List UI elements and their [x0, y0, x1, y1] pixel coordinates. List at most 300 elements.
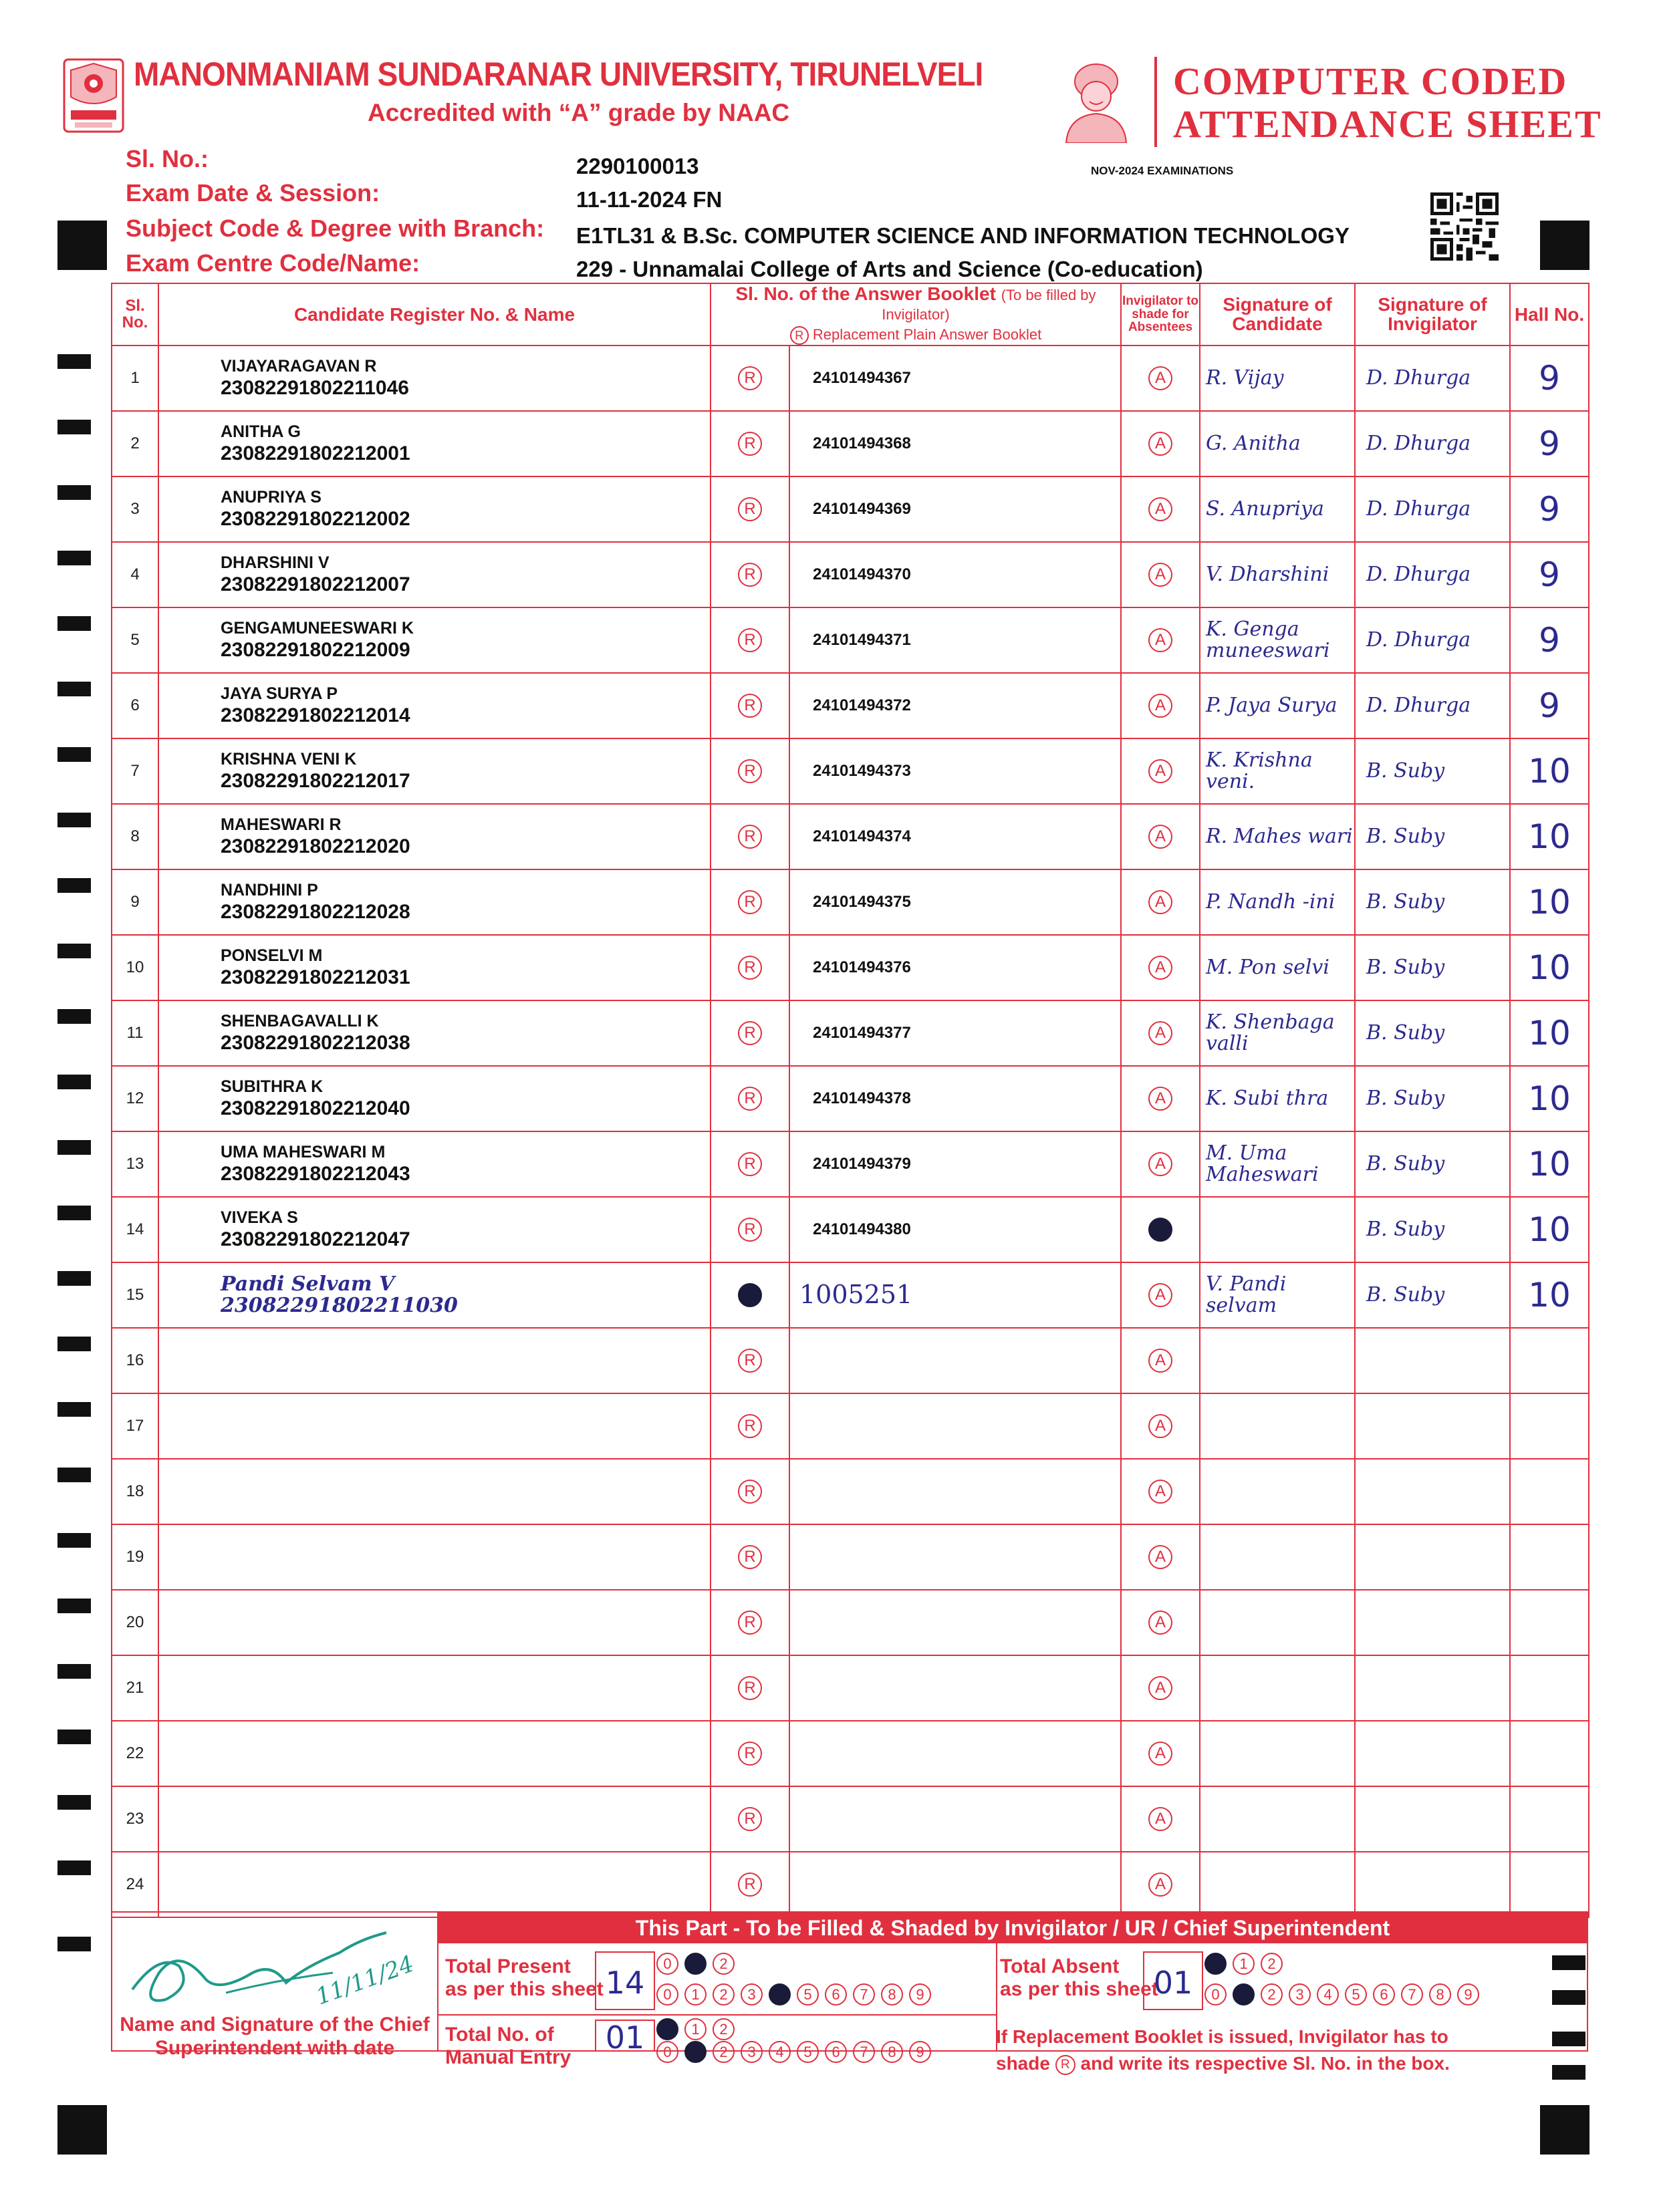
absent-circle[interactable]: A [1148, 1021, 1172, 1045]
replacement-circle[interactable]: R [738, 1742, 762, 1766]
invigilator-signature: B. Suby [1355, 1131, 1510, 1197]
candidate-cell [158, 1590, 711, 1655]
candidate-name: ANITHA G [221, 422, 301, 441]
row-sl-no: 8 [112, 804, 158, 869]
digit-bubble[interactable]: 0 [1204, 1953, 1227, 1975]
table-row [112, 411, 1589, 476]
replacement-circle-cell[interactable] [711, 345, 789, 411]
replacement-circle[interactable]: R [738, 366, 762, 390]
candidate-name: ANUPRIYA S [221, 487, 322, 507]
replacement-circle[interactable]: R [738, 432, 762, 456]
replacement-circle-cell[interactable] [711, 1524, 789, 1590]
total-absent-box[interactable]: 01 [1143, 1951, 1203, 2010]
timing-mark [57, 485, 91, 500]
absent-circle-cell[interactable] [1121, 1524, 1200, 1590]
booklet-number[interactable] [789, 1655, 1121, 1721]
booklet-number[interactable]: 24101494375 [789, 869, 1121, 935]
accreditation-text: Accredited with “A” grade by NAAC [368, 99, 790, 126]
absent-circle-cell[interactable] [1121, 1066, 1200, 1131]
replacement-circle[interactable]: R [738, 1807, 762, 1831]
booklet-number[interactable]: 24101494370 [789, 542, 1121, 607]
row-sl-no: 19 [112, 1524, 158, 1590]
absent-circle[interactable]: A [1148, 825, 1172, 849]
manual-entry-box[interactable]: 01 [595, 2020, 655, 2052]
replacement-note-shade: shade [996, 2053, 1050, 2074]
total-present-units [656, 1983, 937, 2006]
candidate-signature: R. Mahes wari [1200, 804, 1355, 869]
replacement-circle[interactable]: R [738, 563, 762, 587]
replacement-circle-cell[interactable] [711, 607, 789, 673]
absent-circle-cell[interactable] [1121, 1328, 1200, 1393]
hall-number: 10 [1510, 1000, 1589, 1066]
booklet-number[interactable]: 24101494371 [789, 607, 1121, 673]
replacement-circle[interactable]: R [738, 956, 762, 980]
total-present-label-2: as per this sheet [445, 1978, 604, 2000]
absent-circle-cell[interactable] [1121, 869, 1200, 935]
invigilator-signature: B. Suby [1355, 738, 1510, 804]
row-sl-no: 18 [112, 1459, 158, 1524]
hall-number: 9 [1510, 673, 1589, 738]
absent-circle-cell[interactable] [1121, 1393, 1200, 1459]
absent-circle-cell[interactable] [1121, 1131, 1200, 1197]
invigilator-signature [1355, 1786, 1510, 1852]
replacement-circle-cell[interactable] [711, 1721, 789, 1786]
table-row [112, 1066, 1589, 1131]
digit-bubble[interactable]: 9 [909, 1983, 931, 2006]
hall-number: 10 [1510, 1066, 1589, 1131]
invigilator-signature [1355, 1328, 1510, 1393]
candidate-cell [158, 1524, 711, 1590]
digit-bubble[interactable]: 5 [1345, 1983, 1367, 2006]
booklet-number[interactable]: 24101494373 [789, 738, 1121, 804]
sheet-title-line1: COMPUTER CODED [1173, 59, 1568, 103]
digit-bubble[interactable]: 2 [713, 2041, 735, 2063]
hall-number: 10 [1510, 869, 1589, 935]
hall-number: 10 [1510, 1197, 1589, 1262]
digit-bubble[interactable]: 0 [656, 1953, 678, 1975]
corner-mark [1540, 221, 1589, 270]
digit-bubble[interactable]: 0 [656, 1983, 678, 2006]
total-present-label [445, 1955, 604, 2001]
absent-circle-cell[interactable] [1121, 935, 1200, 1000]
hall-number [1510, 1786, 1589, 1852]
candidate-cell [158, 476, 711, 542]
absent-circle[interactable]: A [1148, 1218, 1172, 1242]
replacement-circle-cell[interactable] [711, 738, 789, 804]
digit-bubble[interactable]: 8 [881, 2041, 903, 2063]
booklet-number[interactable] [789, 1590, 1121, 1655]
absent-circle-cell[interactable] [1121, 738, 1200, 804]
timing-mark [57, 1402, 91, 1417]
replacement-circle[interactable]: R [738, 825, 762, 849]
candidate-signature: K. Genga muneeswari [1200, 607, 1355, 673]
candidate-cell [158, 1786, 711, 1852]
digit-bubble[interactable]: 6 [825, 2041, 847, 2063]
digit-bubble[interactable]: 0 [1204, 1983, 1227, 2006]
absent-circle-cell[interactable] [1121, 1000, 1200, 1066]
replacement-circle[interactable]: R [738, 628, 762, 652]
digit-bubble[interactable]: 2 [1261, 1983, 1283, 2006]
total-present-label-1: Total Present [445, 1955, 571, 1977]
absent-circle[interactable]: A [1148, 1414, 1172, 1438]
absent-circle-cell[interactable] [1121, 411, 1200, 476]
table-row [112, 1721, 1589, 1786]
absent-circle-cell[interactable] [1121, 1655, 1200, 1721]
replacement-circle-cell[interactable] [711, 1197, 789, 1262]
sheet-title [1173, 60, 1602, 146]
booklet-number[interactable]: 24101494367 [789, 345, 1121, 411]
digit-bubble[interactable]: 0 [656, 2041, 678, 2063]
hall-number: 9 [1510, 411, 1589, 476]
r-circle-icon: R [1055, 2055, 1075, 2075]
replacement-circle[interactable]: R [738, 759, 762, 783]
table-row [112, 1459, 1589, 1524]
absent-circle-cell[interactable] [1121, 607, 1200, 673]
table-row [112, 1328, 1589, 1393]
absent-circle[interactable]: A [1148, 497, 1172, 521]
candidate-cell [158, 1066, 711, 1131]
digit-bubble[interactable]: 4 [769, 1983, 791, 2006]
replacement-circle[interactable]: R [738, 1480, 762, 1504]
candidate-name: VIVEKA S [221, 1208, 298, 1227]
invigilator-signature: B. Suby [1355, 1197, 1510, 1262]
r-circle-icon: R [790, 326, 809, 345]
replacement-circle[interactable]: R [738, 890, 762, 914]
replacement-circle-cell[interactable] [711, 869, 789, 935]
digit-bubble[interactable]: 1 [684, 2041, 707, 2063]
absent-circle[interactable]: A [1148, 563, 1172, 587]
replacement-circle[interactable]: R [738, 1021, 762, 1045]
digit-bubble[interactable]: 7 [853, 1983, 875, 2006]
candidate-signature [1200, 1197, 1355, 1262]
absent-circle-cell[interactable] [1121, 1852, 1200, 1917]
booklet-header-sub: Replacement Plain Answer Booklet [812, 325, 1042, 343]
total-absent-units [1204, 1983, 1485, 2006]
absent-circle[interactable]: A [1148, 1087, 1172, 1111]
timing-mark [57, 1075, 91, 1089]
row-sl-no: 3 [112, 476, 158, 542]
booklet-number[interactable] [789, 1524, 1121, 1590]
university-logo [61, 57, 126, 134]
candidate-cell [158, 738, 711, 804]
booklet-number[interactable]: 24101494369 [789, 476, 1121, 542]
replacement-circle-cell[interactable] [711, 1393, 789, 1459]
timing-mark [57, 747, 91, 762]
sl-no-value: 2290100013 [576, 154, 699, 178]
invigilator-signature: B. Suby [1355, 869, 1510, 935]
row-sl-no: 20 [112, 1590, 158, 1655]
digit-bubble[interactable]: 3 [1289, 1983, 1311, 2006]
replacement-circle-cell[interactable] [711, 1786, 789, 1852]
booklet-number[interactable]: 24101494368 [789, 411, 1121, 476]
row-sl-no: 24 [112, 1852, 158, 1917]
table-row [112, 1655, 1589, 1721]
total-absent-label-1: Total Absent [1000, 1955, 1120, 1977]
replacement-circle[interactable]: R [738, 1087, 762, 1111]
digit-bubble[interactable]: 4 [769, 2041, 791, 2063]
row-sl-no: 16 [112, 1328, 158, 1393]
booklet-number[interactable] [789, 1721, 1121, 1786]
digit-bubble[interactable]: 5 [797, 1983, 819, 2006]
candidate-signature: P. Nandh -ini [1200, 869, 1355, 935]
replacement-circle[interactable]: R [738, 1414, 762, 1438]
digit-bubble[interactable]: 9 [909, 2041, 931, 2063]
hall-number: 10 [1510, 935, 1589, 1000]
replacement-circle[interactable]: R [738, 1873, 762, 1897]
founder-portrait [1056, 55, 1136, 143]
sl-no-label: Sl. No.: [126, 145, 209, 172]
register-number: 23082291802212002 [221, 507, 410, 530]
absent-circle[interactable]: A [1148, 1545, 1172, 1569]
timing-mark [57, 1730, 91, 1744]
candidate-name: NANDHINI P [221, 880, 318, 900]
exam-date-label: Exam Date & Session: [126, 179, 380, 206]
row-sl-no: 14 [112, 1197, 158, 1262]
absent-circle-cell[interactable] [1121, 1459, 1200, 1524]
absent-circle-cell[interactable] [1121, 804, 1200, 869]
booklet-number[interactable]: 24101494379 [789, 1131, 1121, 1197]
absent-circle[interactable]: A [1148, 1873, 1172, 1897]
timing-mark [57, 1009, 91, 1024]
candidate-cell [158, 673, 711, 738]
centre-label: Exam Centre Code/Name: [126, 249, 420, 277]
absent-circle[interactable]: A [1148, 694, 1172, 718]
candidate-cell [158, 345, 711, 411]
digit-bubble[interactable]: 2 [713, 1953, 735, 1975]
manual-entry-label [445, 2024, 571, 2069]
replacement-circle-cell[interactable] [711, 1066, 789, 1131]
replacement-circle[interactable]: R [738, 1349, 762, 1373]
digit-bubble[interactable]: 3 [741, 2041, 763, 2063]
register-number: 23082291802212028 [221, 900, 410, 923]
replacement-circle[interactable]: R [738, 1676, 762, 1700]
replacement-circle[interactable]: R [738, 1283, 762, 1307]
booklet-number[interactable]: 1005251 [789, 1262, 1121, 1328]
table-row [112, 1000, 1589, 1066]
digit-bubble[interactable]: 1 [684, 1953, 707, 1975]
booklet-number[interactable]: 24101494377 [789, 1000, 1121, 1066]
candidate-cell [158, 935, 711, 1000]
row-sl-no: 10 [112, 935, 158, 1000]
absent-circle[interactable]: A [1148, 890, 1172, 914]
absent-circle[interactable]: A [1148, 1283, 1172, 1307]
booklet-number[interactable] [789, 1786, 1121, 1852]
total-present-tens [656, 1953, 741, 1975]
candidate-cell [158, 1459, 711, 1524]
absent-circle-cell[interactable] [1121, 1721, 1200, 1786]
replacement-circle-cell[interactable] [711, 542, 789, 607]
absent-circle-cell[interactable] [1121, 1197, 1200, 1262]
invigilator-signature [1355, 1721, 1510, 1786]
absent-circle[interactable]: A [1148, 956, 1172, 980]
digit-bubble[interactable]: 0 [656, 2018, 678, 2040]
candidate-signature [1200, 1786, 1355, 1852]
replacement-note-line1: If Replacement Booklet is issued, Invigilator has to [996, 2026, 1448, 2047]
absent-circle[interactable]: A [1148, 1349, 1172, 1373]
absent-circle[interactable]: A [1148, 1152, 1172, 1176]
replacement-circle[interactable]: R [738, 1611, 762, 1635]
digit-bubble[interactable]: 8 [881, 1983, 903, 2006]
digit-bubble[interactable]: 5 [797, 2041, 819, 2063]
digit-bubble[interactable]: 7 [1401, 1983, 1423, 2006]
absent-circle-cell[interactable] [1121, 476, 1200, 542]
exam-date-value: 11-11-2024 FN [576, 187, 723, 212]
timing-mark [57, 878, 91, 893]
absent-circle[interactable]: A [1148, 1611, 1172, 1635]
table-row [112, 1590, 1589, 1655]
absent-circle[interactable]: A [1148, 1807, 1172, 1831]
col-candidate: Candidate Register No. & Name [158, 283, 711, 345]
absent-circle[interactable]: A [1148, 759, 1172, 783]
absent-circle[interactable]: A [1148, 628, 1172, 652]
absent-circle-cell[interactable] [1121, 1590, 1200, 1655]
absent-circle[interactable]: A [1148, 1742, 1172, 1766]
candidate-name: KRISHNA VENI K [221, 749, 357, 769]
timing-mark [57, 944, 91, 958]
timing-mark [57, 813, 91, 827]
row-sl-no: 12 [112, 1066, 158, 1131]
table-row [112, 476, 1589, 542]
timing-mark [57, 1468, 91, 1482]
row-sl-no: 6 [112, 673, 158, 738]
booklet-number[interactable]: 24101494376 [789, 935, 1121, 1000]
absent-circle[interactable]: A [1148, 1676, 1172, 1700]
row-sl-no: 15 [112, 1262, 158, 1328]
register-number: 23082291802212031 [221, 966, 410, 988]
booklet-number[interactable] [789, 1393, 1121, 1459]
exam-series: NOV-2024 EXAMINATIONS [1091, 164, 1234, 177]
invigilator-signature: B. Suby [1355, 1066, 1510, 1131]
absent-circle-cell[interactable] [1121, 673, 1200, 738]
candidate-name: JAYA SURYA P [221, 684, 338, 703]
booklet-number[interactable]: 24101494374 [789, 804, 1121, 869]
digit-bubble[interactable]: 6 [1373, 1983, 1395, 2006]
candidate-cell [158, 1655, 711, 1721]
hall-number: 9 [1510, 345, 1589, 411]
replacement-circle[interactable]: R [738, 1152, 762, 1176]
replacement-circle[interactable]: R [738, 1218, 762, 1242]
digit-bubble[interactable]: 7 [853, 2041, 875, 2063]
row-sl-no: 21 [112, 1655, 158, 1721]
digit-bubble[interactable]: 6 [825, 1983, 847, 2006]
booklet-number[interactable]: 24101494372 [789, 673, 1121, 738]
invigilator-signature: D. Dhurga [1355, 542, 1510, 607]
booklet-number[interactable] [789, 1328, 1121, 1393]
row-sl-no: 9 [112, 869, 158, 935]
replacement-circle[interactable]: R [738, 497, 762, 521]
booklet-number[interactable]: 24101494380 [789, 1197, 1121, 1262]
absent-circle-cell[interactable] [1121, 542, 1200, 607]
timing-mark [1552, 2065, 1585, 2080]
replacement-note-line2: and write its respective Sl. No. in the box. [1080, 2053, 1450, 2074]
candidate-signature: M. Uma Maheswari [1200, 1131, 1355, 1197]
invigilator-signature: B. Suby [1355, 1262, 1510, 1328]
register-number: 23082291802212001 [221, 442, 410, 464]
replacement-circle-cell[interactable] [711, 1131, 789, 1197]
table-row [112, 1131, 1589, 1197]
replacement-circle-cell[interactable] [711, 476, 789, 542]
replacement-circle-cell[interactable] [711, 1852, 789, 1917]
replacement-circle[interactable]: R [738, 694, 762, 718]
digit-bubble[interactable]: 1 [684, 2018, 707, 2040]
corner-mark [1540, 2105, 1589, 2155]
row-sl-no: 4 [112, 542, 158, 607]
digit-bubble[interactable]: 2 [713, 1983, 735, 2006]
replacement-circle-cell[interactable] [711, 1328, 789, 1393]
replacement-circle-cell[interactable] [711, 1459, 789, 1524]
hall-number: 9 [1510, 542, 1589, 607]
register-number: 23082291802212014 [221, 704, 410, 726]
digit-bubble[interactable]: 1 [684, 1983, 707, 2006]
table-header-row [112, 283, 1589, 345]
absent-circle[interactable]: A [1148, 366, 1172, 390]
replacement-circle-cell[interactable] [711, 1262, 789, 1328]
absent-circle-cell[interactable] [1121, 345, 1200, 411]
replacement-circle-cell[interactable] [711, 1590, 789, 1655]
table-row [112, 1393, 1589, 1459]
booklet-number[interactable]: 24101494378 [789, 1066, 1121, 1131]
candidate-signature: M. Pon selvi [1200, 935, 1355, 1000]
timing-mark [57, 1664, 91, 1679]
table-row [112, 804, 1589, 869]
timing-mark [57, 616, 91, 631]
replacement-circle-cell[interactable] [711, 1000, 789, 1066]
replacement-circle-cell[interactable] [711, 673, 789, 738]
invigilator-signature: B. Suby [1355, 804, 1510, 869]
register-number: 23082291802212009 [221, 638, 410, 661]
centre-value: 229 - Unnamalai College of Arts and Science (Co-education) [576, 257, 1203, 281]
header-divider [1154, 57, 1157, 147]
register-number: 23082291802212020 [221, 835, 410, 857]
replacement-circle-cell[interactable] [711, 935, 789, 1000]
hall-number [1510, 1721, 1589, 1786]
replacement-circle-cell[interactable] [711, 411, 789, 476]
absent-circle-cell[interactable] [1121, 1262, 1200, 1328]
absent-circle[interactable]: A [1148, 1480, 1172, 1504]
digit-bubble[interactable]: 9 [1457, 1983, 1479, 2006]
candidate-signature [1200, 1393, 1355, 1459]
digit-bubble[interactable]: 4 [1317, 1983, 1339, 2006]
booklet-number[interactable] [789, 1459, 1121, 1524]
row-sl-no: 11 [112, 1000, 158, 1066]
candidate-signature: K. Subi thra [1200, 1066, 1355, 1131]
invigilator-signature [1355, 1655, 1510, 1721]
digit-bubble[interactable]: 8 [1429, 1983, 1451, 2006]
replacement-circle-cell[interactable] [711, 1655, 789, 1721]
candidate-name: Pandi Selvam V [221, 1272, 395, 1296]
replacement-circle-cell[interactable] [711, 804, 789, 869]
digit-bubble[interactable]: 3 [741, 1983, 763, 2006]
digit-bubble[interactable]: 2 [1261, 1953, 1283, 1975]
absent-circle-cell[interactable] [1121, 1786, 1200, 1852]
digit-bubble[interactable]: 1 [1233, 1953, 1255, 1975]
total-present-box[interactable]: 14 [595, 1951, 655, 2010]
digit-bubble[interactable]: 2 [713, 2018, 735, 2040]
candidate-cell [158, 804, 711, 869]
invigilator-signature: D. Dhurga [1355, 673, 1510, 738]
booklet-number[interactable] [789, 1852, 1121, 1917]
replacement-circle[interactable]: R [738, 1545, 762, 1569]
absent-circle[interactable]: A [1148, 432, 1172, 456]
invigilator-signature: D. Dhurga [1355, 607, 1510, 673]
digit-bubble[interactable]: 1 [1233, 1983, 1255, 2006]
hall-number: 10 [1510, 1131, 1589, 1197]
candidate-name: MAHESWARI R [221, 815, 342, 834]
replacement-note [996, 2024, 1450, 2077]
row-sl-no: 23 [112, 1786, 158, 1852]
subject-label: Subject Code & Degree with Branch: [126, 215, 545, 242]
invigilator-signature: D. Dhurga [1355, 411, 1510, 476]
